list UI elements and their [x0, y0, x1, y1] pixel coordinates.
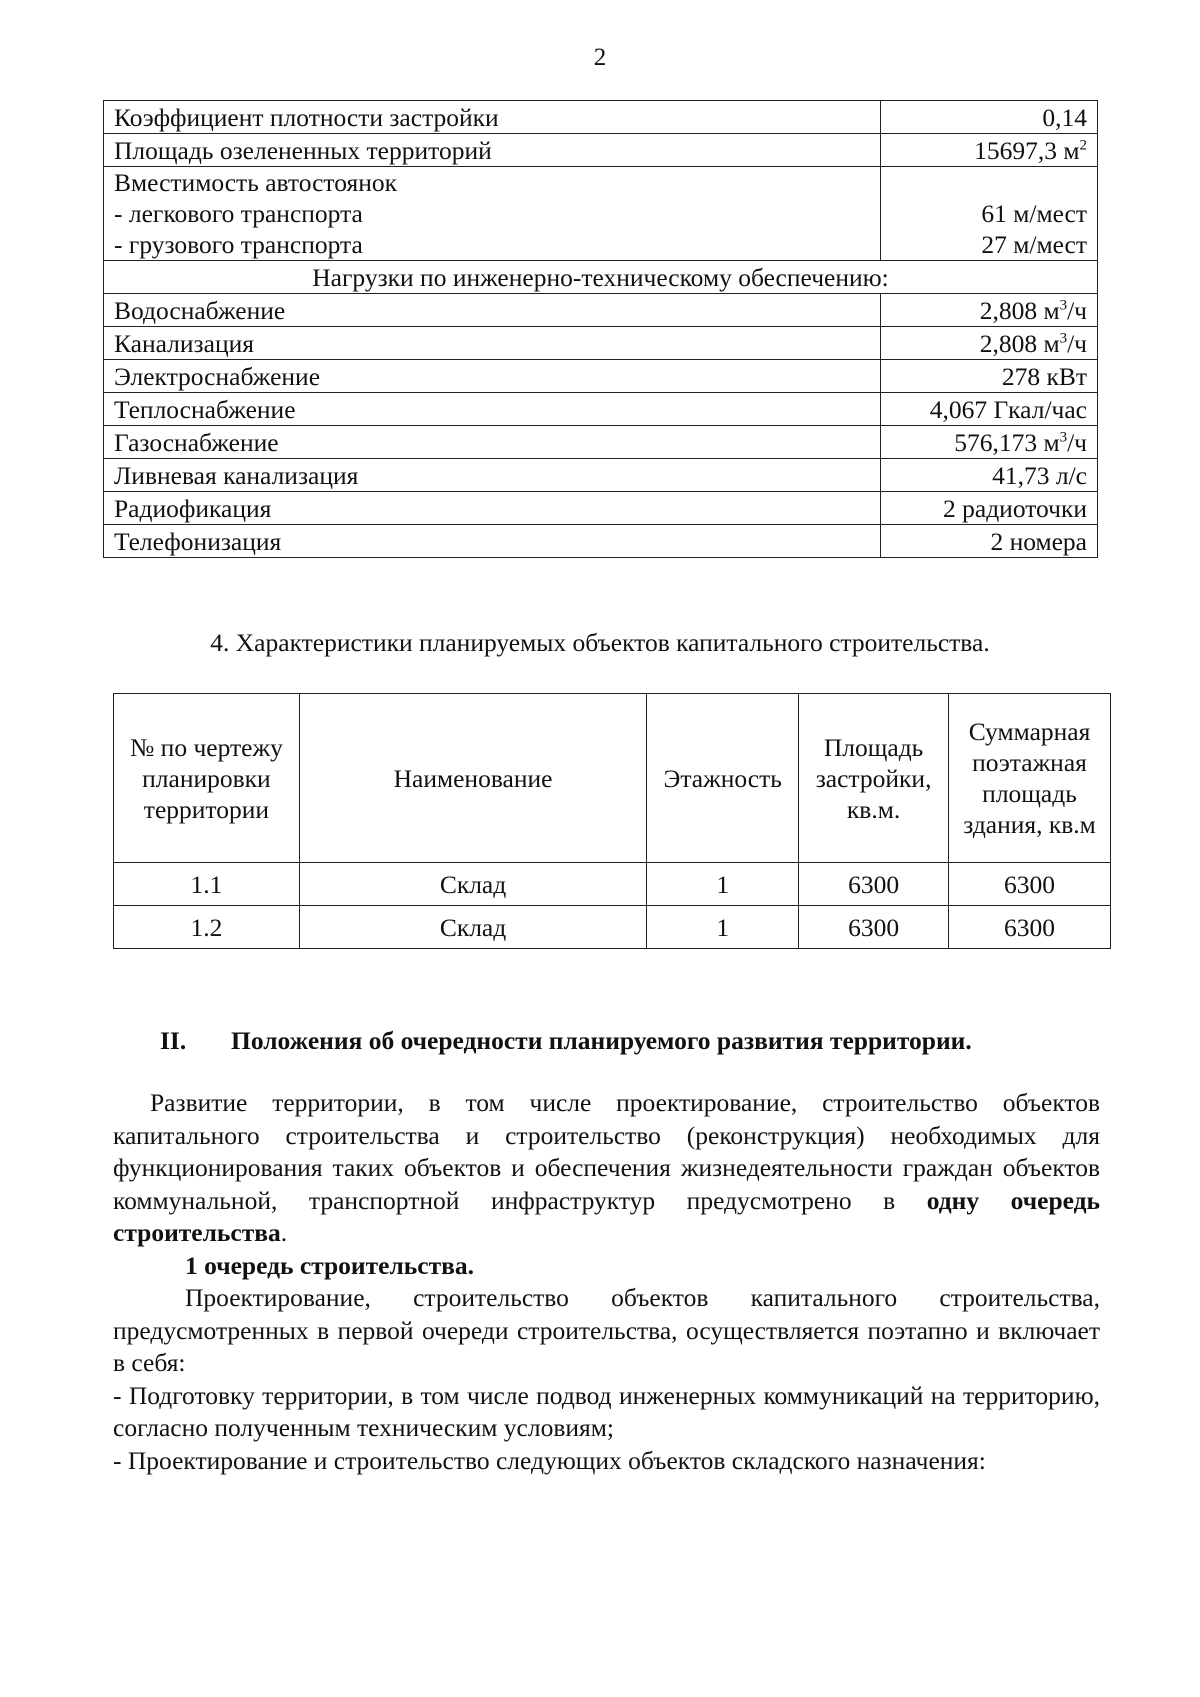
parking-title: Вместимость автостоянок: [114, 168, 398, 197]
stage-heading: 1 очередь строительства.: [185, 1250, 474, 1280]
storm-value: 41,73 л/с: [881, 459, 1098, 492]
power-label: Электроснабжение: [104, 360, 881, 393]
table-row: [104, 327, 1098, 360]
table-row: [114, 906, 1111, 949]
row-total: 6300: [949, 906, 1111, 949]
paragraph-site-preparation: - Подготовку территории, в том числе подвод инженерных коммуникаций на территорию, согласно полученным техническим условиям;: [113, 1380, 1100, 1442]
phone-value: 2 номера: [881, 525, 1098, 558]
table-row: [104, 525, 1098, 558]
row-name: Склад: [299, 863, 646, 906]
table-header-row: [114, 694, 1111, 863]
sewer-value: 2,808 $м^3/ч$: [881, 327, 1098, 360]
table-row: [104, 426, 1098, 459]
parking-trucks-label: - грузового транспорта: [114, 230, 363, 259]
loads-header: Нагрузки по инженерно-техническому обеспечению:: [104, 261, 1098, 294]
row-name: Склад: [299, 906, 646, 949]
density-value: 0,14: [881, 101, 1098, 134]
body-text: [113, 1087, 1100, 1477]
metrics-table: [103, 100, 1098, 558]
paragraph-development: Развитие территории, в том числе проектирование, строительство объектов капитального строительства и строительство (реконструкция) необходимых для функционирования таких объектов и обеспечения жизнедеятельности граждан объектов коммунальной, транспортной инфраструктур предусмотрено в одну очередь строительства.: [113, 1088, 1100, 1247]
phone-label: Телефонизация: [104, 525, 881, 558]
row-number: 1.1: [114, 863, 300, 906]
header-number: № по чертежу планировки территории: [114, 694, 300, 863]
section-2-heading: [160, 1026, 972, 1056]
paragraph-stage-design: Проектирование, строительство объектов капитального строительства, предусмотренных в первой очереди строительства, осуществляется поэтапно и включает в себя:: [113, 1283, 1100, 1377]
table-row: [104, 459, 1098, 492]
row-area: 6300: [799, 863, 949, 906]
header-total: Суммарная поэтажная площадь здания, кв.м: [949, 694, 1111, 863]
green-area-value: 15697,3 $м^2$: [881, 134, 1098, 167]
parking-cars-label: - легкового транспорта: [114, 199, 363, 228]
gas-value: 576,173 $м^3/ч$: [881, 426, 1098, 459]
paragraph-warehouse-construction: - Проектирование и строительство следующих объектов складского назначения:: [113, 1445, 986, 1475]
sewer-label: Канализация: [104, 327, 881, 360]
table-row: [104, 360, 1098, 393]
radio-label: Радиофикация: [104, 492, 881, 525]
table-row: [104, 261, 1098, 294]
table-row: [104, 167, 1098, 261]
table-row: [104, 393, 1098, 426]
table-row: [114, 863, 1111, 906]
power-value: 278 кВт: [881, 360, 1098, 393]
water-value: 2,808 $м^3/ч$: [881, 294, 1098, 327]
table-row: [104, 134, 1098, 167]
section-2-title: Положения об очередности планируемого развития территории.: [231, 1026, 972, 1055]
parking-trucks-value: 27 м/мест: [981, 230, 1087, 259]
table-row: [104, 294, 1098, 327]
row-floors: 1: [647, 906, 799, 949]
table-row: [104, 101, 1098, 134]
section-4-title: 4. Характеристики планируемых объектов капитального строительства.: [210, 628, 990, 657]
row-area: 6300: [799, 906, 949, 949]
header-name: Наименование: [299, 694, 646, 863]
section-2-number: II.: [160, 1026, 187, 1055]
green-area-label: Площадь озелененных территорий: [104, 134, 881, 167]
row-total: 6300: [949, 863, 1111, 906]
heat-label: Теплоснабжение: [104, 393, 881, 426]
row-floors: 1: [647, 863, 799, 906]
parking-cars-value: 61 м/мест: [981, 199, 1087, 228]
heat-value: 4,067 Гкал/час: [881, 393, 1098, 426]
gas-label: Газоснабжение: [104, 426, 881, 459]
parking-value: [881, 167, 1098, 261]
water-label: Водоснабжение: [104, 294, 881, 327]
header-area: Площадь застройки, кв.м.: [799, 694, 949, 863]
table-row: [104, 492, 1098, 525]
header-floors: Этажность: [647, 694, 799, 863]
radio-value: 2 радиоточки: [881, 492, 1098, 525]
objects-table: [113, 693, 1111, 949]
row-number: 1.2: [114, 906, 300, 949]
density-label: Коэффициент плотности застройки: [104, 101, 881, 134]
storm-label: Ливневая канализация: [104, 459, 881, 492]
parking-label: [104, 167, 881, 261]
page-number: 2: [593, 44, 607, 71]
